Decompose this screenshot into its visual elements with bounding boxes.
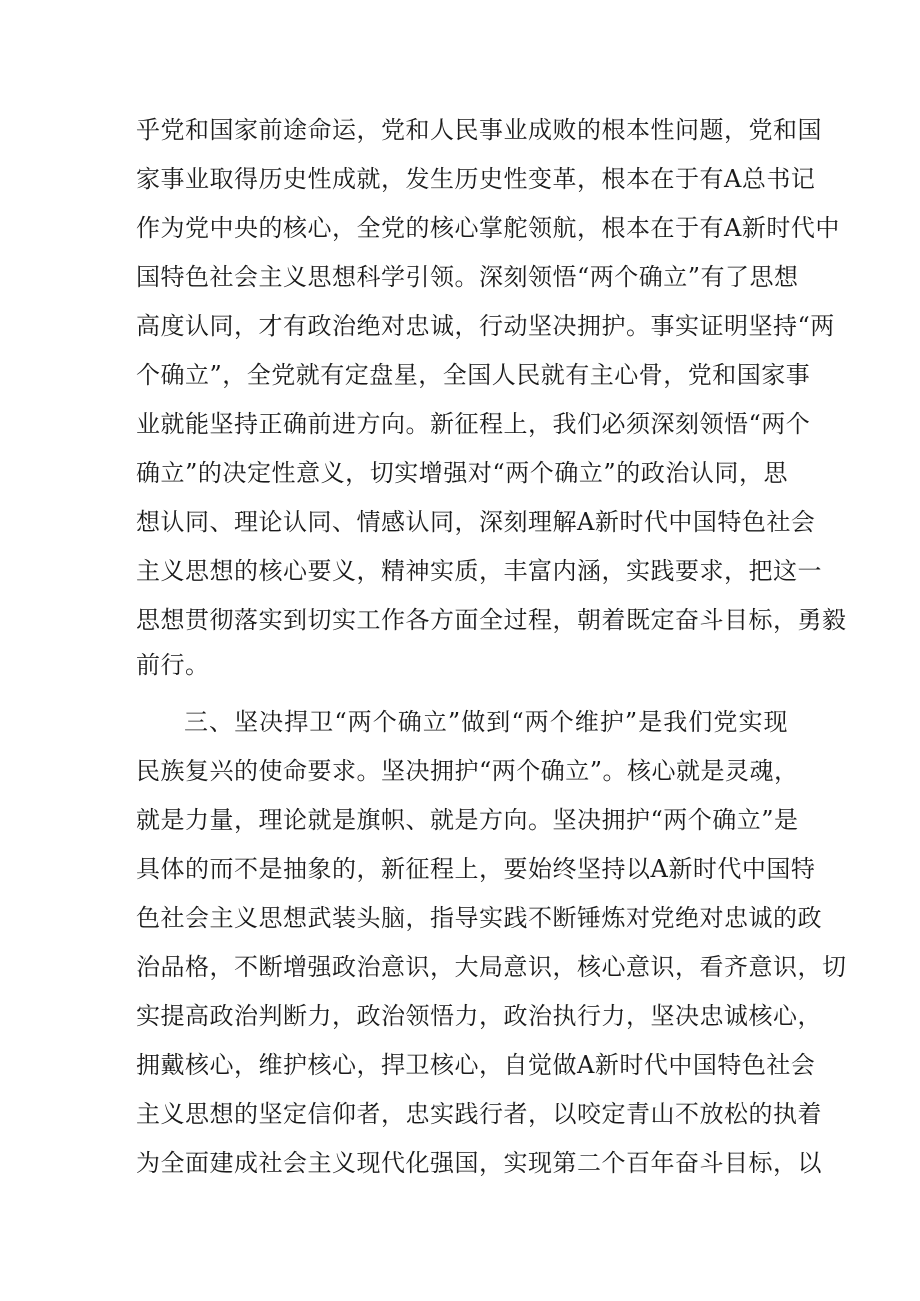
paragraph-2-line-8: 拥戴核心，维护核心，捍卫核心，自觉做A新时代中国特色社会 [136, 1051, 816, 1079]
paragraph-2-line-10: 为全面建成社会主义现代化强国，实现第二个百年奋斗目标，以 [136, 1149, 822, 1177]
paragraph-1-line-10: 主义思想的核心要义，精神实质，丰富内涵，实践要求，把这一 [136, 557, 822, 585]
paragraph-1-line-11: 思想贯彻落实到切实工作各方面全过程，朝着既定奋斗目标，勇毅 [136, 606, 847, 634]
paragraph-1-line-3: 作为党中央的核心，全党的核心掌舵领航，根本在于有A新时代中 [136, 214, 840, 242]
paragraph-2-line-4: 具体的而不是抽象的，新征程上，要始终坚持以A新时代中国特 [136, 855, 816, 883]
paragraph-1-line-2: 家事业取得历史性成就，发生历史性变革，根本在于有A总书记 [136, 165, 816, 193]
paragraph-2-line-1: 三、坚决捍卫“两个确立”做到“两个维护”是我们党实现 [184, 708, 788, 736]
paragraph-2-line-6: 治品格，不断增强政治意识，大局意识，核心意识，看齐意识，切 [136, 953, 847, 981]
paragraph-1-line-6: 个确立”，全党就有定盘星，全国人民就有主心骨，党和国家事 [136, 361, 811, 389]
paragraph-2-line-3: 就是力量，理论就是旗帜、就是方向。坚决拥护“两个确立”是 [136, 806, 799, 834]
paragraph-2-line-7: 实提高政治判断力，政治领悟力，政治执行力，坚决忠诚核心， [136, 1002, 822, 1030]
paragraph-1-line-4: 国特色社会主义思想科学引领。深刻领悟“两个确立”有了思想 [136, 263, 799, 291]
paragraph-1-line-12: 前行。 [136, 651, 210, 679]
paragraph-1-line-7: 业就能坚持正确前进方向。新征程上，我们必须深刻领悟“两个 [136, 410, 811, 438]
paragraph-1-line-1: 乎党和国家前途命运，党和人民事业成败的根本性问题，党和国 [136, 116, 822, 144]
paragraph-2-line-9: 主义思想的坚定信仰者，忠实践行者，以咬定青山不放松的执着 [136, 1100, 822, 1128]
paragraph-2-line-5: 色社会主义思想武装头脑，指导实践不断锤炼对党绝对忠诚的政 [136, 904, 822, 932]
paragraph-1-line-9: 想认同、理论认同、情感认同，深刻理解A新时代中国特色社会 [136, 508, 816, 536]
paragraph-2-line-2: 民族复兴的使命要求。坚决拥护“两个确立”。核心就是灵魂， [136, 757, 799, 785]
paragraph-1-line-8: 确立”的决定性意义，切实增强对“两个确立”的政治认同，思 [136, 459, 788, 487]
paragraph-1-line-5: 高度认同，才有政治绝对忠诚，行动坚决拥护。事实证明坚持“两 [136, 312, 835, 340]
